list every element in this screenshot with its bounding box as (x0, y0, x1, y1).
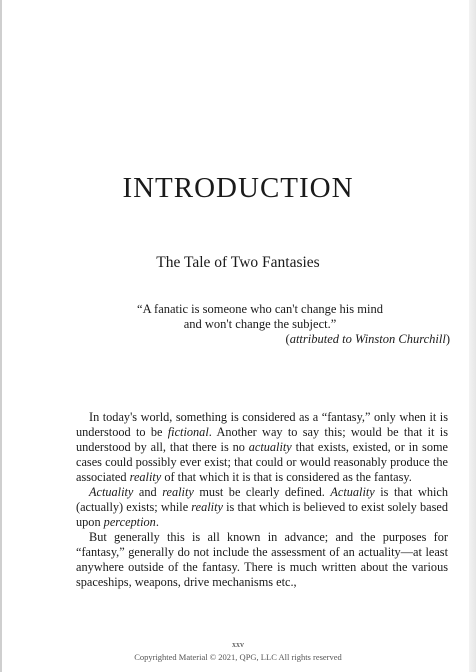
page-number: xxv (232, 640, 244, 649)
emphasis: reality (129, 470, 162, 484)
text-run: In today's world, something is considered as a “fantasy,” only when it is understood to be (76, 410, 448, 439)
text-run: . (155, 515, 159, 529)
text-run: is that which (actually) exists; while (76, 485, 448, 514)
page-edge-left (0, 0, 2, 672)
emphasis: perception (103, 515, 156, 529)
epigraph (120, 302, 450, 347)
attribution-close-paren: ) (445, 332, 450, 346)
attribution-text: attributed to Winston Churchill (289, 332, 446, 346)
text-run: that exists, existed, or in some cases could possibly ever exist; that could or would reasonably produce the associated (76, 440, 448, 484)
paragraph-2 (76, 485, 448, 530)
body-text (76, 410, 448, 590)
chapter-title: INTRODUCTION (122, 172, 354, 204)
text-run: and (133, 485, 163, 499)
emphasis: Actuality (89, 485, 134, 499)
paragraph-3: But generally this is all known in advance; and the purposes for “fantasy,” generally do not include the assessment of an actuality—at least anywhere outside of the fantasy. There is much written about the various spaceships, weapons, drive mechanisms etc., (76, 530, 448, 589)
epigraph-line-2: and won't change the subject.” (183, 317, 337, 331)
text-run: must be clearly defined. (193, 485, 331, 499)
emphasis: reality (191, 500, 223, 514)
emphasis: Actuality (330, 485, 375, 499)
emphasis: reality (162, 485, 194, 499)
text-run: . Another way to say this; would be that it is understood by all, that there is no (76, 425, 448, 454)
paragraph-1 (76, 410, 448, 485)
epigraph-line-1: “A fanatic is someone who can't change his mind (137, 302, 383, 316)
attribution-open-paren: ( (285, 332, 290, 346)
page-edge-right (469, 0, 476, 672)
emphasis: fictional (167, 425, 209, 439)
text-run: is that which is believed to exist solely based upon (76, 500, 448, 529)
text-run: of that which it is that is considered as the fantasy. (161, 470, 412, 484)
emphasis: actuality (248, 440, 292, 454)
epigraph-attribution (120, 332, 450, 347)
chapter-subtitle: The Tale of Two Fantasies (156, 254, 320, 271)
copyright-notice: Copyrighted Material © 2021, QPG, LLC All rights reserved (134, 652, 342, 662)
